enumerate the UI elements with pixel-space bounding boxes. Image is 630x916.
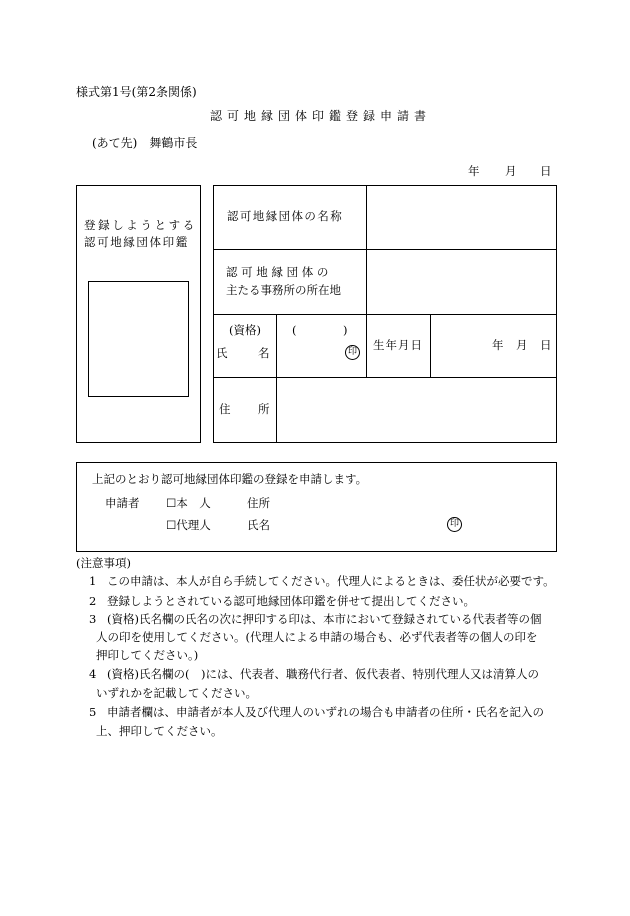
birth-day: 日 [540,338,552,352]
column-divider [366,185,367,378]
seal-impression-box[interactable] [88,281,189,397]
note-number: 2 [89,594,97,608]
office-address-label-1: 認 可 地 縁 団 体 の [226,265,329,279]
seal-panel-label-1: 登録しようとする [84,218,197,232]
note-item: この申請は、本人が自ら手続してください。代理人によるときは、委任状が必要です。 [107,574,555,588]
note-number: 1 [89,574,97,588]
paren-close: ) [343,323,348,337]
agent-checkbox[interactable]: ☐代理人 [166,518,211,532]
note-item-continued: 押印してください。) [96,648,199,662]
note-item: 登録しようとされている認可地縁団体印鑑を併せて提出してください。 [107,594,475,608]
note-item: (資格)氏名欄の( )には、代表者、職務代行者、仮代表者、特別代理人又は清算人の [107,667,539,681]
group-name-field[interactable] [368,187,555,248]
note-item: (資格)氏名欄の氏名の次に押印する印は、本市において登録されている代表者等の個 [107,612,542,626]
seal-panel-label-2: 認可地縁団体印鑑 [84,235,189,249]
note-number: 5 [89,705,97,719]
paren-open: ( [292,323,297,337]
self-checkbox[interactable]: ☐本 人 [166,496,211,510]
page-title: 認可地縁団体印鑑登録申請書 [210,109,432,123]
note-item-continued: 上、押印してください。 [96,724,223,738]
date-month: 月 [505,164,517,178]
row-divider [213,377,557,378]
applicant-seal-icon: 印 [447,517,462,532]
applicant-name-label: 氏名 [247,518,270,532]
date-year: 年 [468,164,480,178]
application-statement: 上記のとおり認可地縁団体印鑑の登録を申請します。 [92,472,368,486]
notes-heading: (注意事項) [76,556,131,570]
applicant-address-label: 住所 [247,496,270,510]
form-number: 様式第1号(第2条関係) [76,85,197,99]
applicant-label: 申請者 [105,496,140,510]
address-label-2: 所 [258,402,270,416]
note-item-continued: 人の印を使用してください。(代理人による申請の場合も、必ず代表者等の個人の印を [96,630,538,644]
office-address-field[interactable] [368,251,555,313]
address-field[interactable] [278,379,555,441]
note-item-continued: いずれかを記載してください。 [96,686,257,700]
birth-year: 年 [492,338,504,352]
address-label-1: 住 [219,402,231,416]
birth-month: 月 [516,338,528,352]
note-number: 4 [89,667,97,681]
date-day: 日 [540,164,552,178]
group-name-label: 認可地縁団体の名称 [227,209,344,223]
office-address-label-2: 主たる事務所の所在地 [226,283,341,297]
qualification-label: (資格) [229,323,261,337]
addressee: (あて先) 舞鶴市長 [92,136,198,150]
row-divider [213,249,557,250]
column-divider [430,314,431,378]
column-divider [276,314,277,443]
row-divider [213,314,557,315]
note-number: 3 [89,612,97,626]
note-item: 申請者欄は、申請者が本人及び代理人のいずれの場合も申請者の住所・氏名を記入の [107,705,544,719]
seal-mark-icon: 印 [345,345,360,360]
name-label-mei: 名 [258,346,270,360]
name-label-shi: 氏 [216,346,228,360]
birthdate-label: 生年月日 [373,338,423,352]
